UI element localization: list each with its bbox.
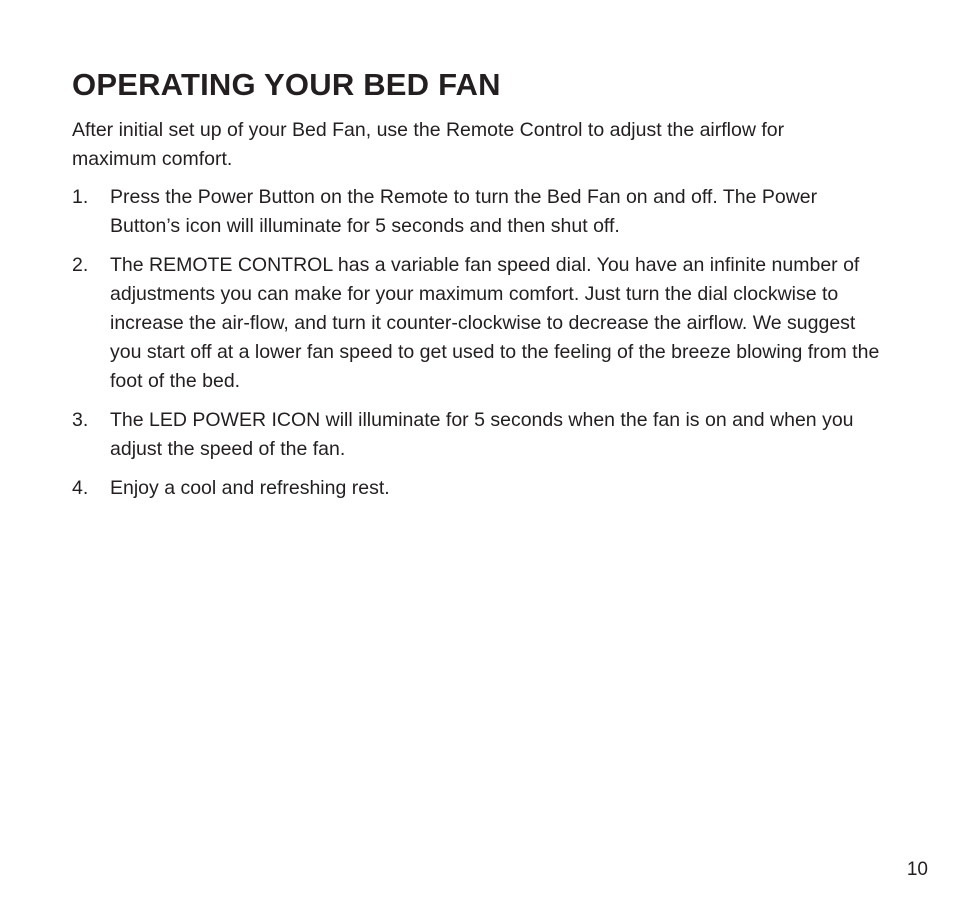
manual-page [72,66,892,513]
step-number: 1. [72,186,89,208]
intro-paragraph: After initial set up of your Bed Fan, use the Remote Control to adjust the airflow for maximum comfort. [72,119,785,170]
page-number: 10 [906,859,928,880]
list-item [72,406,892,464]
step-text: The LED POWER ICON will illuminate for 5 seconds when the fan is on and when you adjust the speed of the fan. [110,409,854,460]
section-heading: OPERATING YOUR BED FAN [72,67,501,102]
step-number: 4. [72,477,89,499]
step-text: The REMOTE CONTROL has a variable fan speed dial. You have an infinite number of adjustments you can make for your maximum comfort. Just turn the dial clockwise to increase the air-flow, and turn it counter-clockwise to decrease the airflow. We suggest you start off at a lower fan speed to get used to the feeling of the breeze blowing from the foot of the bed. [110,254,880,392]
step-number: 2. [72,254,89,276]
step-number: 3. [72,409,89,431]
list-item [72,251,892,396]
operating-steps-list [72,183,892,503]
list-item [72,183,892,241]
list-item [72,474,892,503]
step-text: Enjoy a cool and refreshing rest. [110,477,390,499]
step-text: Press the Power Button on the Remote to turn the Bed Fan on and off. The Power Button’s icon will illuminate for 5 seconds and then shut off. [110,186,818,237]
